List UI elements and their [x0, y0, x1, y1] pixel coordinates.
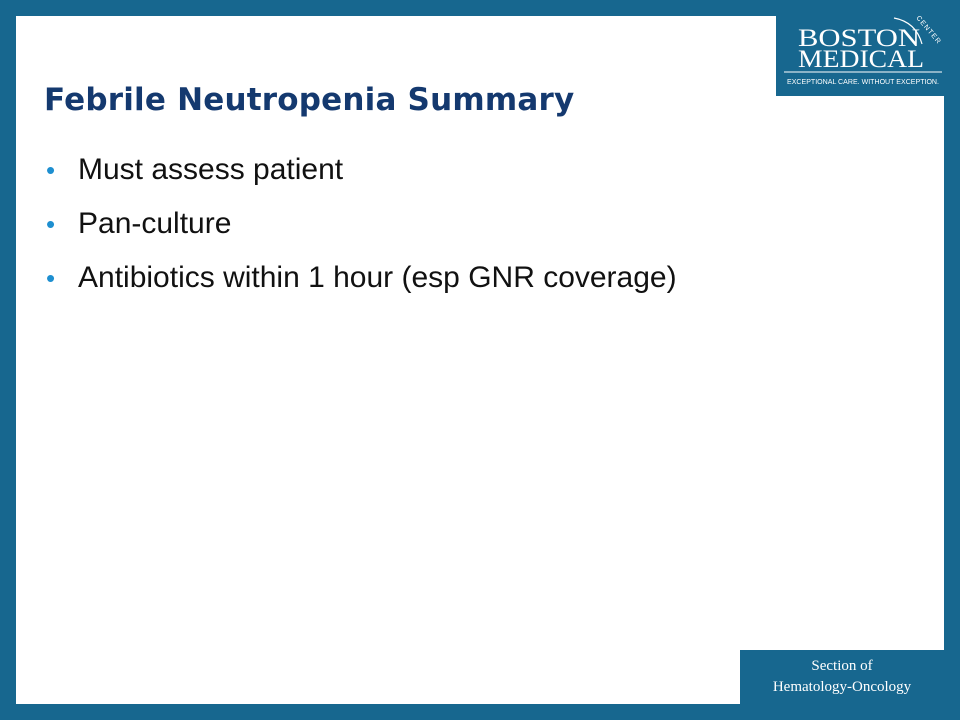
logo-graphic	[776, 0, 944, 96]
footer-line-1: Section of	[811, 658, 873, 674]
logo-line-2: MEDICAL	[798, 46, 924, 73]
bullet-icon: •	[46, 263, 56, 293]
logo-line-1: BOSTON	[798, 25, 920, 52]
list-item	[46, 251, 677, 305]
bullet-text: Pan-culture	[78, 207, 232, 240]
footer-line-2: Hematology-Oncology	[772, 679, 912, 695]
list-item	[46, 143, 677, 197]
bullet-icon: •	[46, 209, 56, 239]
bullet-text: Antibiotics within 1 hour (esp GNR coverage)	[78, 261, 677, 294]
bullet-text: Must assess patient	[78, 153, 344, 186]
bullet-list	[46, 143, 677, 305]
slide-content	[16, 16, 944, 704]
logo-arc-text: CENTER	[914, 14, 943, 46]
boston-medical-logo	[776, 0, 944, 96]
section-footer	[740, 650, 944, 704]
logo-tagline: EXCEPTIONAL CARE. WITHOUT EXCEPTION.	[787, 77, 939, 86]
slide-title: Febrile Neutropenia Summary	[44, 82, 575, 118]
list-item	[46, 197, 677, 251]
bullet-icon: •	[46, 155, 56, 185]
